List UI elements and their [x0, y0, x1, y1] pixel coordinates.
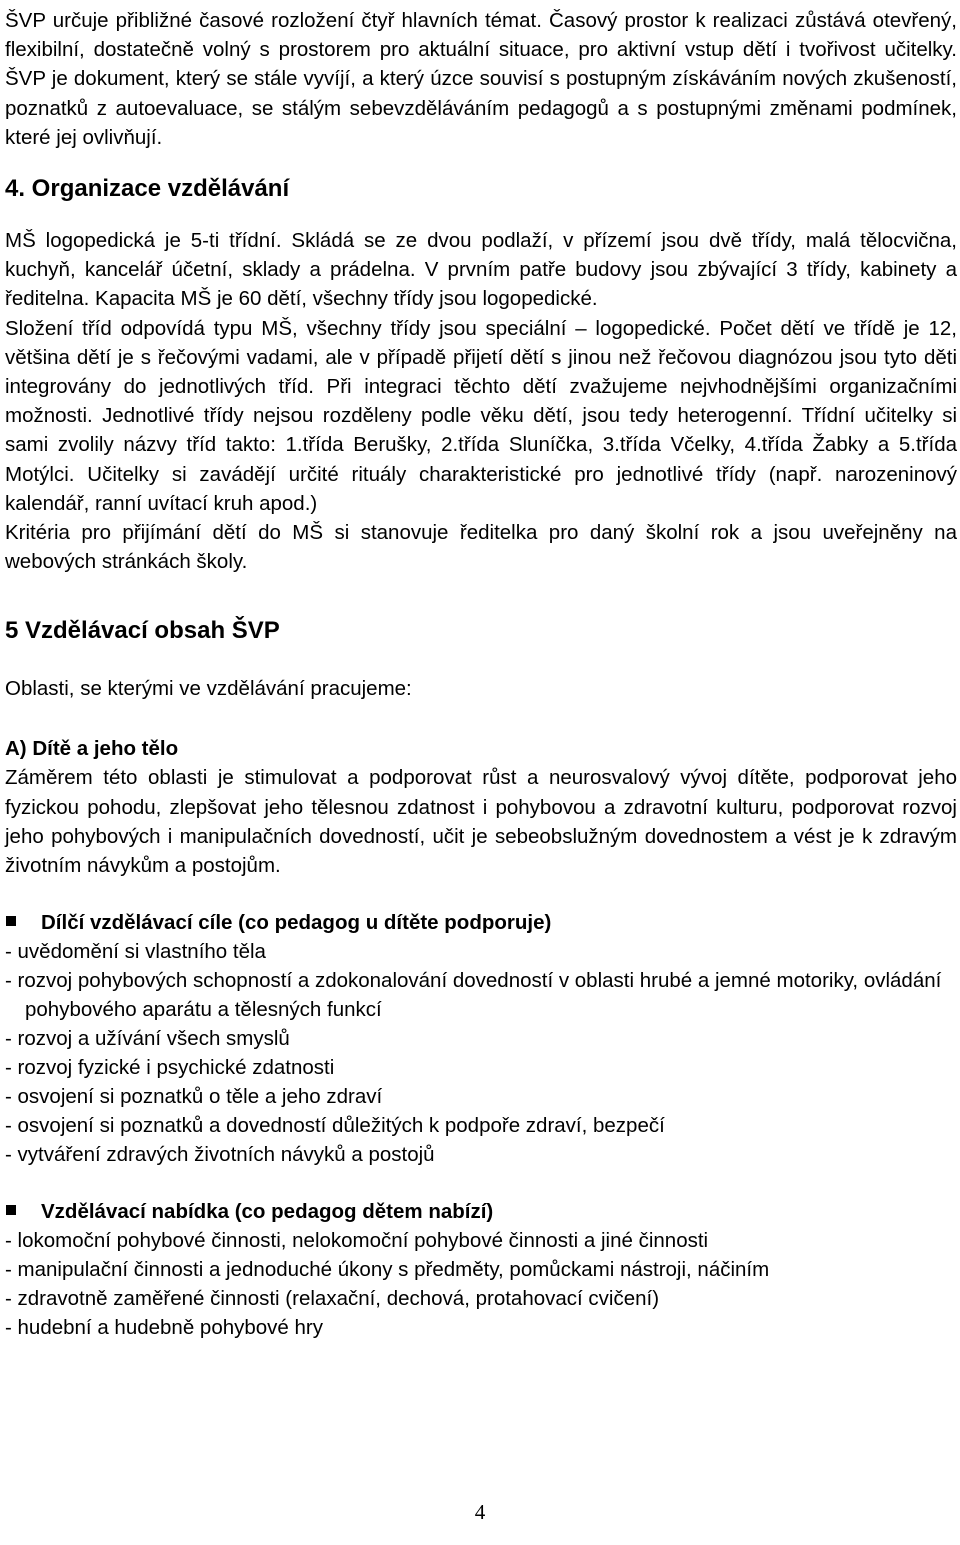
goals-heading-row — [5, 908, 957, 937]
page-number: 4 — [474, 1500, 486, 1524]
section-5-intro: Oblasti, se kterými ve vzdělávání pracujeme: — [5, 677, 412, 701]
list-item: - lokomoční pohybové činnosti, nelokomoční pohybové činnosti a jiné činnosti — [5, 1229, 709, 1253]
area-paragraph: Záměrem této oblasti je stimulovat a podporovat růst a neurosvalový vývoj dítěte, podporovat jeho fyzickou pohodu, zlepšovat jeho tělesnou zdatnost i pohybovou a zdravotní kulturu, podporovat rozvoj jeho pohybových i manipulačních dovedností, učit je sebeobslužným dovednostem a vést je k zdravým životním návykům a postojům. — [5, 766, 957, 878]
offer-heading-row — [5, 1197, 957, 1226]
goals-heading: Dílčí vzdělávací cíle (co pedagog u dítěte podporuje) — [41, 911, 552, 935]
offer-heading: Vzdělávací nabídka (co pedagog dětem nabízí) — [41, 1200, 494, 1224]
section-4-heading: 4. Organizace vzdělávání — [5, 175, 290, 203]
square-bullet-icon — [6, 916, 16, 926]
list-item: - rozvoj a užívání všech smyslů — [5, 1027, 290, 1051]
list-item: - osvojení si poznatků a dovedností důležitých k podpoře zdraví, bezpečí — [5, 1114, 665, 1138]
list-item: - manipulační činnosti a jednoduché úkony s předměty, pomůckami nástroji, náčiním — [5, 1258, 770, 1282]
list-item: - osvojení si poznatků o těle a jeho zdraví — [5, 1085, 383, 1109]
section-4-paragraph-1: MŠ logopedická je 5-ti třídní. Skládá se ze dvou podlaží, v přízemí jsou dvě třídy, malá tělocvična, kuchyň, kancelář účetní, sklady a prádelna. V prvním patře budovy jsou zbývající 3 třídy, kabinety a ředitelna. Kapacita MŠ je 60 dětí, všechny třídy jsou logopedické. — [5, 229, 957, 311]
offer-list — [5, 1226, 957, 1342]
intro-paragraph: ŠVP určuje přibližné časové rozložení čtyř hlavních témat. Časový prostor k realizaci zůstává otevřený, flexibilní, dostatečně volný s prostorem pro aktuální situace, pro aktivní vstup dětí i tvořivost učitelky. ŠVP je dokument, který se stále vyvíjí, a který úzce souvisí s postupným získáváním nových zkušeností, poznatků z autoevaluace, se stálým sebevzděláváním pedagogů a s postupnými změnami podmínek, které jej ovlivňují. — [5, 9, 957, 149]
list-item: - uvědomění si vlastního těla — [5, 940, 266, 964]
section-4-paragraph-2: Složení tříd odpovídá typu MŠ, všechny třídy jsou speciální – logopedické. Počet dětí ve třídě je 12, většina dětí je s řečovými vadami, ale v případě přijetí dětí s jinou než řečovou diagnózou jsou tyto děti integrovány do jednotlivých tříd. Při integraci těchto dětí zvažujeme nejvhodnějšími organizačními možnosti. Jednotlivé třídy nejsou rozděleny podle věku dětí, jsou tedy heterogenní. Třídní učitelky si sami zvolily názvy tříd takto: 1.třída Berušky, 2.třída Sluníčka, 3.třída Včelky, 4.třída Žabky a 5.třída Motýlci. Učitelky si zavádějí určité rituály charakteristické pro jednotlivé třídy (např. narozeninový kalendář, ranní uvítací kruh apod.) — [5, 316, 957, 515]
square-bullet-icon — [6, 1205, 16, 1215]
document-page — [5, 6, 957, 1342]
list-item: - rozvoj pohybových schopností a zdokonalování dovedností v oblasti hrubé a jemné motoriky, ovládání pohybového aparátu a tělesných funkcí — [5, 969, 942, 1022]
list-item: - vytváření zdravých životních návyků a postojů — [5, 1143, 435, 1167]
section-4-paragraph-3: Kritéria pro přijímání dětí do MŠ si stanovuje ředitelka pro daný školní rok a jsou uveřejněny na webových stránkách školy. — [5, 521, 957, 574]
goals-list — [5, 937, 957, 1169]
list-item: - rozvoj fyzické i psychické zdatnosti — [5, 1056, 335, 1080]
area-title: A) Dítě a jeho tělo — [5, 737, 179, 761]
list-item: - zdravotně zaměřené činnosti (relaxační, dechová, protahovací cvičení) — [5, 1287, 660, 1311]
section-5-heading: 5 Vzdělávací obsah ŠVP — [5, 617, 280, 645]
list-item: - hudební a hudebně pohybové hry — [5, 1316, 324, 1340]
